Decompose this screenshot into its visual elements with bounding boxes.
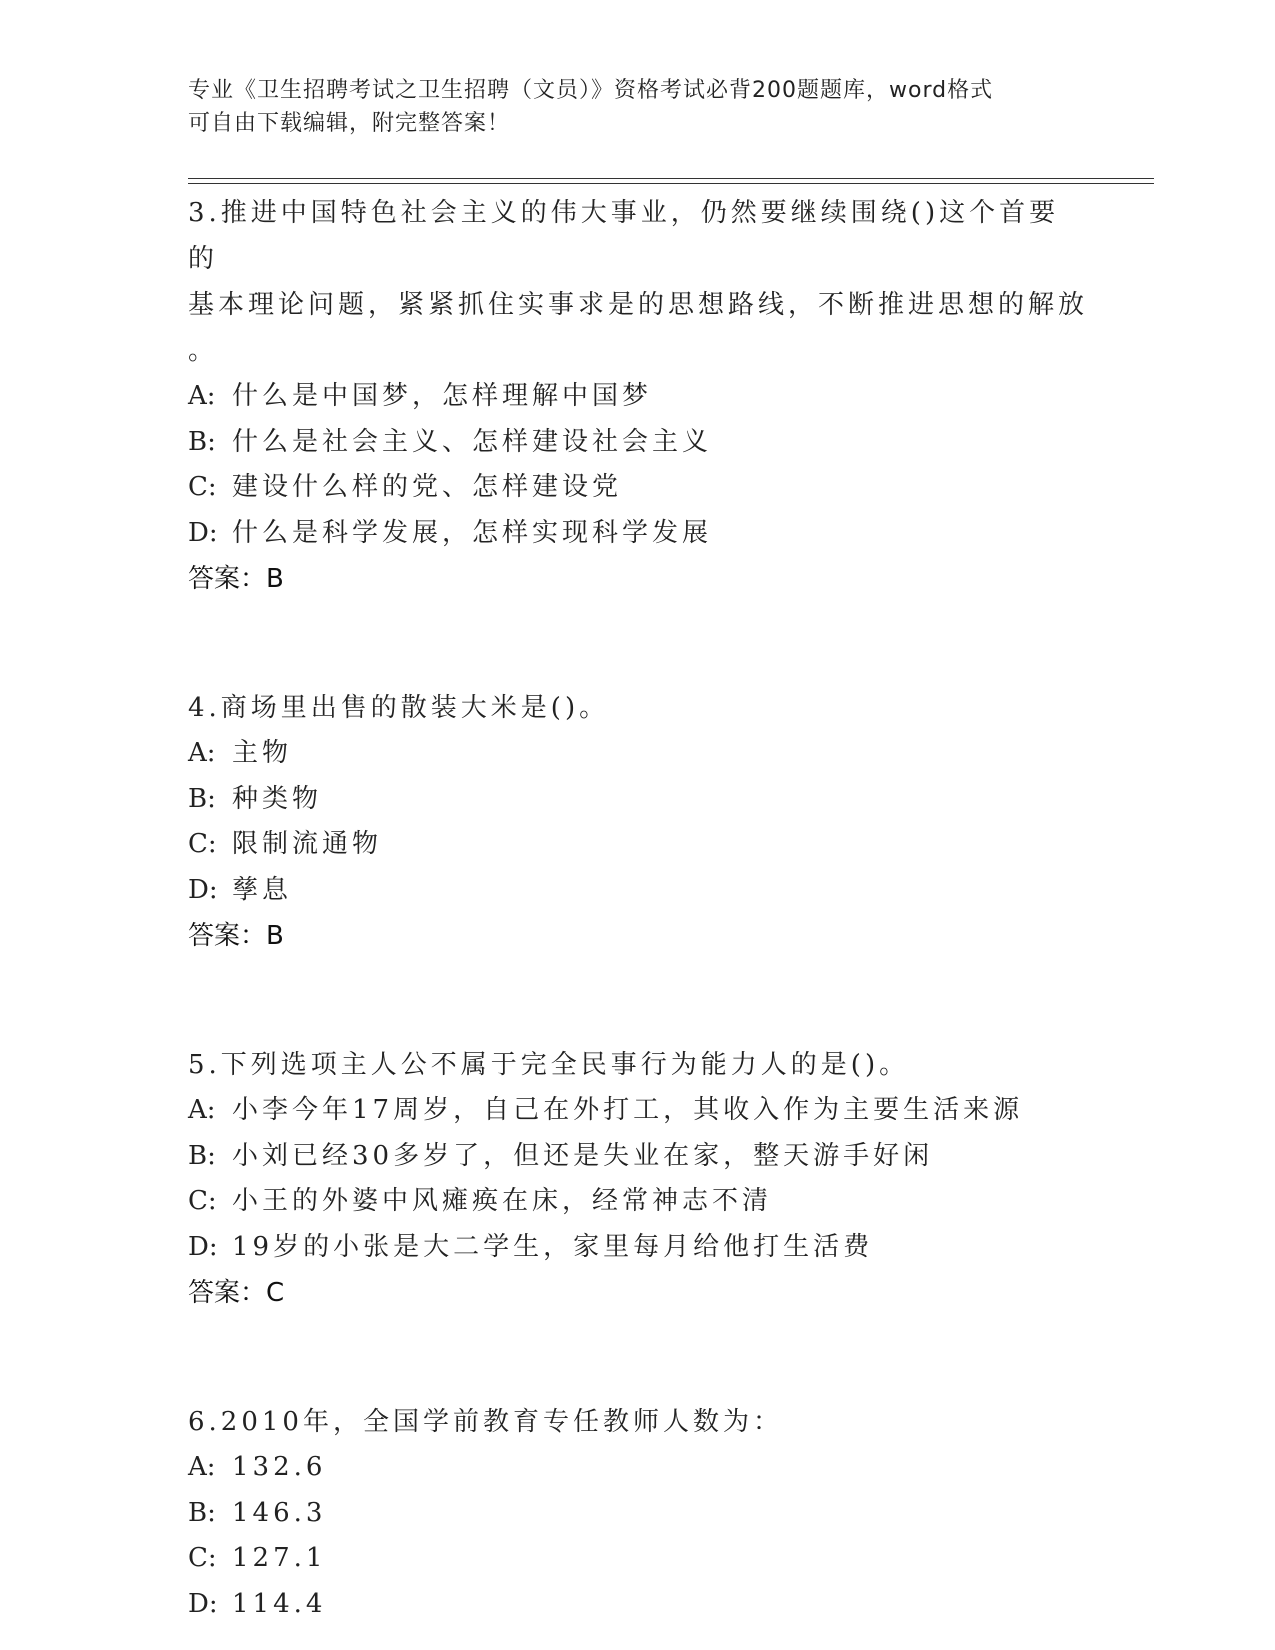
option-c xyxy=(188,822,1088,868)
option-text: 限制流通物 xyxy=(232,829,383,859)
option-letter: B: xyxy=(188,426,216,457)
option-letter: A: xyxy=(188,1452,216,1482)
option-text: 什么是社会主义、怎样建设社会主义 xyxy=(232,426,713,457)
answer-line: 答案：B xyxy=(188,564,284,594)
question-3 xyxy=(188,190,1088,602)
option-text: 主物 xyxy=(232,738,293,768)
option-letter: C: xyxy=(188,1186,217,1216)
option-text: 127.1 xyxy=(232,1543,327,1573)
option-letter: D: xyxy=(188,517,218,548)
option-b xyxy=(188,777,1088,823)
option-d xyxy=(188,1582,1088,1628)
question-spacer xyxy=(188,602,1088,685)
option-letter: D: xyxy=(188,1231,218,1262)
option-text: 什么是科学发展，怎样实现科学发展 xyxy=(232,517,713,548)
option-letter: A: xyxy=(188,1095,216,1125)
option-text: 132.6 xyxy=(232,1452,327,1482)
option-letter: D: xyxy=(188,874,218,905)
option-text: 什么是中国梦，怎样理解中国梦 xyxy=(232,381,653,411)
question-stem-line: 4.商场里出售的散装大米是()。 xyxy=(188,693,610,723)
option-d xyxy=(188,1225,1088,1271)
option-a xyxy=(188,374,1088,420)
option-text: 孳息 xyxy=(232,874,293,905)
option-a xyxy=(188,731,1088,777)
header-divider-bottom xyxy=(188,183,1154,184)
question-4 xyxy=(188,685,1088,959)
question-5 xyxy=(188,1042,1088,1316)
option-text: 19岁的小张是大二学生，家里每月给他打生活费 xyxy=(232,1231,874,1262)
question-spacer xyxy=(188,959,1088,1042)
question-stem-line: 。 xyxy=(188,336,219,366)
option-letter: D: xyxy=(188,1588,218,1619)
option-letter: A: xyxy=(188,381,216,411)
answer-line: 答案：C xyxy=(188,1278,285,1308)
header-line-1: 专业《卫生招聘考试之卫生招聘（文员）》资格考试必背200题题库，word格式 xyxy=(188,78,994,103)
question-stem-line: 3.推进中国特色社会主义的伟大事业，仍然要继续围绕()这个首要的 xyxy=(188,198,1060,274)
option-d xyxy=(188,868,1088,914)
option-b xyxy=(188,420,1088,466)
answer-line: 答案：B xyxy=(188,921,284,951)
option-d xyxy=(188,511,1088,557)
header-divider-top xyxy=(188,178,1154,179)
option-c xyxy=(188,1536,1088,1582)
option-text: 建设什么样的党、怎样建设党 xyxy=(232,472,623,502)
option-letter: B: xyxy=(188,783,216,814)
option-letter: C: xyxy=(188,1543,217,1573)
option-letter: C: xyxy=(188,472,217,502)
document-header xyxy=(188,74,1068,140)
option-text: 种类物 xyxy=(232,783,323,814)
option-letter: B: xyxy=(188,1140,216,1171)
question-spacer xyxy=(188,1316,1088,1399)
option-letter: A: xyxy=(188,738,216,768)
question-stem-line: 基本理论问题，紧紧抓住实事求是的思想路线，不断推进思想的解放 xyxy=(188,290,1089,320)
option-b xyxy=(188,1134,1088,1180)
question-stem-line: 5.下列选项主人公不属于完全民事行为能力人的是()。 xyxy=(188,1050,910,1080)
option-letter: B: xyxy=(188,1497,216,1528)
option-letter: C: xyxy=(188,829,217,859)
question-6 xyxy=(188,1399,1088,1627)
option-a xyxy=(188,1445,1088,1491)
option-c xyxy=(188,1179,1088,1225)
option-text: 114.4 xyxy=(232,1588,327,1619)
option-text: 小王的外婆中风瘫痪在床，经常神志不清 xyxy=(232,1186,773,1216)
header-line-2: 可自由下载编辑，附完整答案！ xyxy=(188,111,511,136)
option-text: 146.3 xyxy=(232,1497,327,1528)
option-b xyxy=(188,1491,1088,1537)
option-c xyxy=(188,465,1088,511)
option-text: 小李今年17周岁，自己在外打工，其收入作为主要生活来源 xyxy=(232,1095,1024,1125)
option-text: 小刘已经30多岁了，但还是失业在家，整天游手好闲 xyxy=(232,1140,934,1171)
question-stem-line: 6.2010年，全国学前教育专任教师人数为： xyxy=(188,1407,783,1437)
question-list xyxy=(188,190,1088,1627)
option-a xyxy=(188,1088,1088,1134)
